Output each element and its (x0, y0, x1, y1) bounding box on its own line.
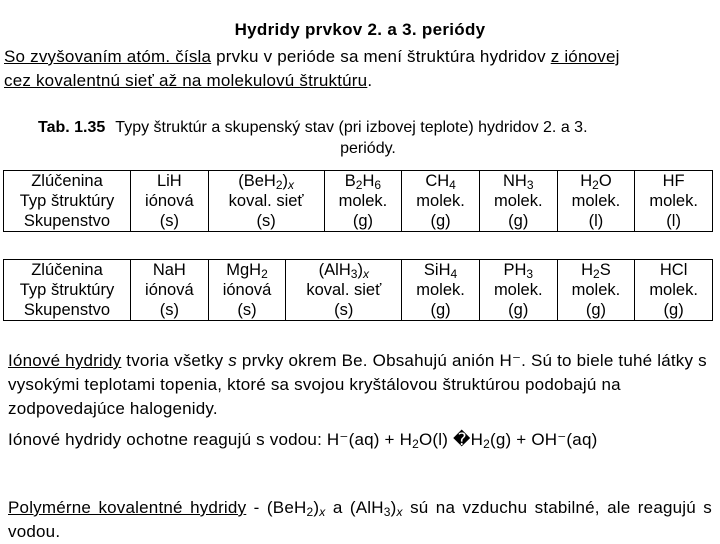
physical-state: (g) (430, 212, 451, 230)
structure-type: molek. (493, 192, 543, 210)
formula-subscript (363, 267, 369, 281)
ionic-hydrides-paragraph (8, 349, 712, 421)
compound-formula (327, 171, 400, 191)
intro-underlined-phrase: So zvyšovaním atóm. čísla (4, 47, 212, 66)
compound-formula (404, 260, 477, 280)
table-caption-text: periódy. (340, 140, 396, 157)
structure-type: molek. (571, 281, 621, 299)
compound-cell (286, 260, 402, 321)
paragraph-text: ) (313, 498, 320, 517)
compound-cell (208, 171, 324, 232)
reaction-arrow-glyph: � (453, 430, 471, 449)
subscript: 2 (483, 437, 490, 451)
formula-text: HF (662, 172, 685, 190)
compound-formula (560, 260, 633, 280)
compound-cell (557, 171, 635, 232)
compound-cell (479, 171, 557, 232)
row-headers-cell (4, 260, 131, 321)
compound-formula (211, 260, 284, 280)
row-header-label: Typ štruktúry (19, 281, 115, 299)
formula-subscript: 3 (350, 267, 358, 281)
equation-text: H (470, 430, 484, 449)
polymeric-hydrides-paragraph (8, 496, 712, 544)
formula-subscript: 3 (526, 267, 534, 281)
formula-text: SiH (423, 261, 451, 279)
structure-type: molek. (493, 281, 543, 299)
intro-underlined-phrase: z iónovej (550, 47, 620, 66)
structure-type: molek. (571, 192, 621, 210)
structure-type: koval. sieť (228, 192, 304, 210)
compound-cell (635, 260, 713, 321)
row-header-label: Zlúčenina (31, 261, 103, 279)
structure-type: molek. (649, 192, 698, 210)
formula-subscript (288, 178, 294, 192)
physical-state: (s) (237, 301, 257, 319)
compound-formula (637, 171, 710, 191)
formula-text: H (362, 172, 375, 190)
intro-paragraph (4, 45, 716, 93)
formula-text: NH (502, 172, 527, 190)
structure-type: iónová (145, 192, 194, 210)
compound-cell (131, 171, 209, 232)
formula-subscript: 4 (450, 267, 458, 281)
polymeric-hydrides-term: Polymérne kovalentné hydridy (8, 498, 247, 517)
compound-formula (288, 260, 399, 280)
formula-subscript-x: x (288, 178, 295, 192)
compound-formula (560, 171, 633, 191)
formula-text: (BeH (238, 172, 276, 190)
ionic-hydrides-term: Iónové hydridy (8, 351, 122, 370)
structure-type: iónová (222, 281, 272, 299)
formula-text: CH (425, 172, 450, 190)
formula-text: ) (282, 172, 289, 190)
intro-text: prvku v perióde sa mení štruktúra hydridov (211, 47, 551, 66)
paragraph-text: a (AlH (325, 498, 384, 517)
paragraph-text: - (BeH (246, 498, 307, 517)
formula-subscript: 2 (355, 178, 363, 192)
table-row (4, 171, 713, 232)
compound-formula (482, 260, 555, 280)
physical-state: (l) (588, 212, 604, 230)
structure-type: molek. (649, 281, 698, 299)
formula-text: PH (503, 261, 527, 279)
formula-subscript: 4 (449, 178, 456, 192)
formula-text: B (344, 172, 356, 190)
compound-cell (131, 260, 209, 321)
formula-subscript: 6 (374, 178, 382, 192)
formula-text: LiH (156, 172, 182, 190)
subscript: 3 (383, 505, 391, 519)
physical-state: (g) (663, 301, 684, 319)
compound-formula (482, 171, 555, 191)
formula-subscript: 2 (275, 178, 283, 192)
formula-subscript: 2 (261, 267, 268, 281)
compound-cell (635, 171, 713, 232)
compound-formula (133, 171, 206, 191)
formula-subscript: 2 (593, 267, 600, 281)
physical-state: (s) (159, 212, 179, 230)
paragraph-text: sú na vzduchu stabilné, ale reagujú s vodou. (8, 498, 713, 541)
subscript-x: x (396, 505, 403, 519)
physical-state: (g) (508, 212, 529, 230)
physical-state: (g) (430, 301, 451, 319)
compound-cell (402, 260, 480, 321)
formula-text: HCl (659, 261, 688, 279)
structure-type: iónová (145, 281, 194, 299)
physical-state: (g) (585, 301, 606, 319)
compound-cell (479, 260, 557, 321)
intro-underlined-phrase: cez kovalentnú sieť až na molekulovú štruktúru (4, 71, 368, 90)
compound-formula (637, 260, 710, 280)
row-header-label: Typ štruktúry (19, 192, 115, 210)
subscript: 2 (412, 437, 419, 451)
row-header-label: Skupenstvo (23, 212, 111, 230)
structure-type: koval. sieť (306, 281, 382, 299)
equation-text: (g) + OH⁻(aq) (490, 430, 598, 449)
compound-formula (211, 171, 322, 191)
table-caption-label: Tab. 1.35 (38, 119, 106, 136)
compound-cell (557, 260, 635, 321)
equation-text: Iónové hydridy ochotne reagujú s vodou: H⁻(aq) + H (8, 430, 413, 449)
intro-text: . (367, 71, 373, 90)
table-caption-text: Typy štruktúr a skupenský stav (pri izbovej teplote) hydridov 2. a 3. (115, 119, 588, 136)
hydrides-table-period-3 (3, 259, 713, 321)
table-row (4, 260, 713, 321)
compound-cell (324, 171, 402, 232)
subscript-x: x (319, 505, 326, 519)
row-headers-cell (4, 171, 131, 232)
physical-state: (s) (334, 301, 354, 319)
paragraph-text: ) (390, 498, 397, 517)
structure-type: molek. (338, 192, 388, 210)
equation-text: O(l) (418, 430, 453, 449)
structure-type: molek. (416, 192, 465, 210)
subscript: 2 (306, 505, 314, 519)
formula-text: ) (357, 261, 363, 279)
page-title: Hydridy prvkov 2. a 3. periódy (234, 20, 486, 39)
physical-state: (g) (352, 212, 373, 230)
reaction-equation-line (8, 428, 712, 452)
formula-text: MgH (226, 261, 262, 279)
formula-text: H (581, 261, 594, 279)
formula-subscript: 2 (592, 178, 599, 192)
formula-text: O (598, 172, 612, 190)
formula-text: S (599, 261, 611, 279)
formula-subscript-x: x (362, 267, 369, 281)
hydrides-table-period-2 (3, 170, 713, 232)
physical-state: (g) (508, 301, 529, 319)
physical-state: (s) (159, 301, 179, 319)
physical-state: (l) (666, 212, 681, 230)
formula-text: NaH (152, 261, 186, 279)
paragraph-text: s (228, 351, 237, 370)
row-header-label: Skupenstvo (23, 301, 111, 319)
row-header-label: Zlúčenina (31, 172, 103, 190)
compound-formula (133, 260, 206, 280)
structure-type: molek. (416, 281, 465, 299)
formula-text: (AlH (318, 261, 351, 279)
compound-cell (208, 260, 286, 321)
paragraph-text: prvky okrem Be. Obsahujú anión H⁻. Sú to biele tuhé látky s vysokými teplotami topenia, ktoré sa svojou kryštálovou štruktúrou podobajú na zodpovedajúce halogenidy. (8, 351, 707, 418)
compound-cell (402, 171, 480, 232)
compound-formula (404, 171, 477, 191)
physical-state: (s) (256, 212, 276, 230)
formula-text: H (580, 172, 593, 190)
paragraph-text: tvoria všetky (121, 351, 229, 370)
table-caption (38, 117, 698, 159)
formula-subscript: 3 (526, 178, 534, 192)
